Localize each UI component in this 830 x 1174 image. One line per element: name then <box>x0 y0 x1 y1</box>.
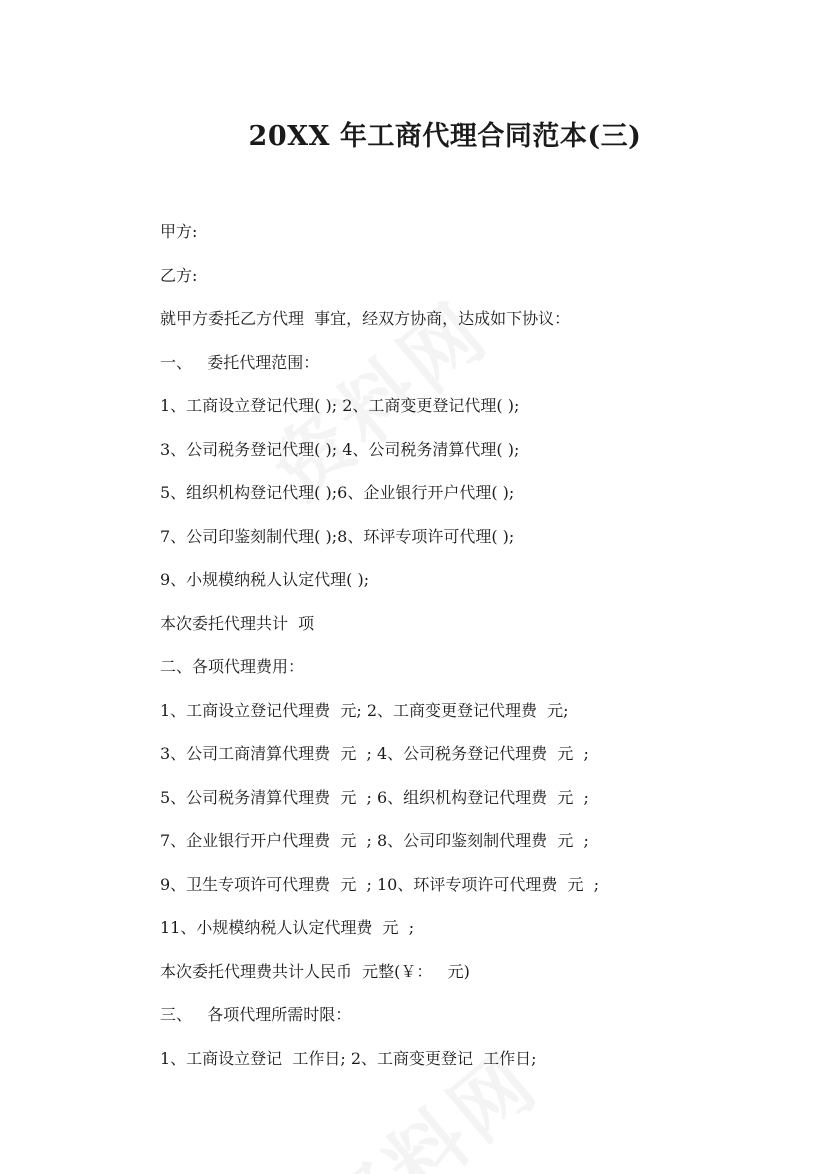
clause-line: 7、公司印鉴刻制代理( );8、环评专项许可代理( ); <box>160 526 515 546</box>
party-a-line: 甲方: <box>160 222 198 241</box>
section-heading: 一、 委托代理范围： <box>160 352 320 372</box>
clause-line: 7、企业银行开户代理费 元 ; 8、公司印鉴刻制代理费 元 ; <box>160 831 589 850</box>
clause-line: 3、公司税务登记代理( ); 4、公司税务清算代理( ); <box>160 439 520 459</box>
clause-line: 5、公司税务清算代理费 元 ; 6、组织机构登记代理费 元 ; <box>160 787 589 807</box>
intro-paragraph: 就甲方委托乙方代理 事宜，经双方协商，达成如下协议： <box>160 309 571 328</box>
summary-line: 本次委托代理共计 项 <box>160 613 315 633</box>
party-b-line: 乙方: <box>160 265 198 285</box>
clause-line: 3、公司工商清算代理费 元 ; 4、公司税务登记代理费 元 ; <box>160 744 589 763</box>
clause-line: 1、工商设立登记代理费 元; 2、工商变更登记代理费 元; <box>160 700 569 720</box>
document-title: 20XX 年工商代理合同范本(三) <box>248 121 642 152</box>
clause-line: 5、组织机构登记代理( );6、企业银行开户代理( ); <box>160 483 515 502</box>
summary-line: 本次委托代理费共计人民币 元整(￥： 元) <box>160 961 470 981</box>
clause-line: 11、小规模纳税人认定代理费 元 ; <box>160 918 415 937</box>
clause-line: 9、小规模纳税人认定代理( ); <box>160 570 370 589</box>
section-heading: 二、各项代理费用： <box>160 657 305 676</box>
clause-line: 9、卫生专项许可代理费 元 ; 10、环评专项许可代理费 元 ; <box>160 874 600 894</box>
document-body <box>160 220 760 1090</box>
section-heading: 三、 各项代理所需时限： <box>160 1005 352 1024</box>
clause-line: 1、工商设立登记代理( ); 2、工商变更登记代理( ); <box>160 396 520 415</box>
clause-line: 1、工商设立登记 工作日; 2、工商变更登记 工作日; <box>160 1048 537 1068</box>
